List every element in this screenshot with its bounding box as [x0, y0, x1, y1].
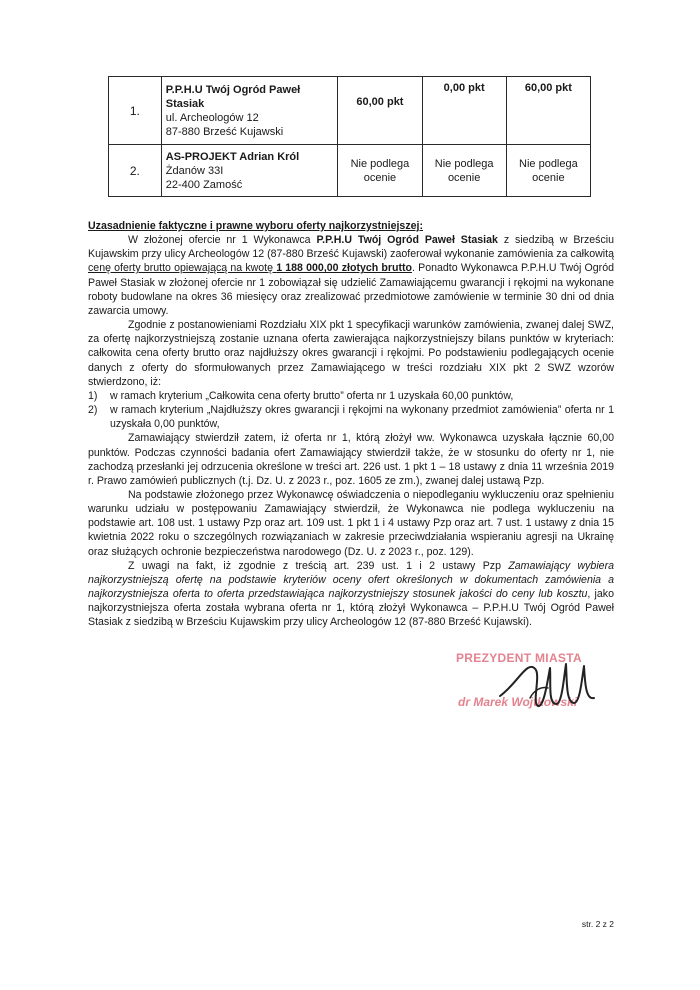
underlined-price — [88, 262, 412, 274]
list-item — [88, 403, 614, 431]
paragraph — [88, 559, 614, 630]
list-item — [88, 389, 614, 403]
text-run: W złożonej ofercie nr 1 Wykonawca — [128, 234, 317, 247]
justification-section — [88, 219, 614, 630]
table-row — [109, 77, 591, 145]
price-amount: 1 188 000,00 złotych brutto — [276, 262, 413, 275]
list-number: 2) — [88, 404, 98, 417]
stamp-name: dr Marek Wojtkowski — [458, 695, 578, 709]
offer-number: 1. — [109, 77, 162, 145]
text-run: . Ponadto Wykonawca P.P.H.U Twój Ogród Paweł Stasiak w złożonej ofercie nr 1 zobowiązał się udzielić Zamawiającemu gwarancji i rękojmi na wykonane roboty budowlane na okres 36 miesięcy oraz zrealizować przedmiotowe zamówienie w terminie 30 dni od dnia zawarcia umowy. — [88, 262, 614, 317]
firm-name: P.P.H.U Twój Ogród Paweł Stasiak — [316, 234, 498, 247]
firm-name-line: AS-PROJEKT Adrian Król — [165, 150, 300, 163]
offer-firm — [161, 77, 338, 145]
text-run: z siedzibą w Brześciu Kujawskim przy ulicy Archeologów 12 (87-880 Brześć Kujawski) zaoferował wykonanie zamówienia za całkowitą — [88, 234, 614, 261]
firm-address-city: 22-400 Zamość — [165, 178, 243, 191]
section-heading: Uzasadnienie faktyczne i prawne wyboru oferty najkorzystniejszej: — [88, 220, 423, 232]
firm-name-line: P.P.H.U Twój Ogród Paweł — [165, 83, 301, 96]
offer-firm — [161, 145, 338, 197]
stamp-title: PREZYDENT MIASTA — [456, 651, 582, 665]
offers-table — [108, 76, 591, 197]
firm-address-street: Żdanów 33I — [165, 164, 224, 177]
page-number: str. 2 z 2 — [581, 919, 614, 929]
offer-score-price: Nie podlega ocenie — [338, 145, 422, 197]
table-row — [109, 145, 591, 197]
italic-quote: Zamawiający wybiera najkorzystniejszą ofertę na podstawie kryteriów oceny ofert określonych w dokumentach zamówienia a najkorzystniejsza oferta to oferta przedstawiająca najkorzystniejszy stosunek jakości do ceny lub kosztu — [88, 559, 614, 601]
offer-number: 2. — [109, 145, 162, 197]
text-run: Z uwagi na fakt, iż zgodnie z treścią art. 239 ust. 1 i 2 ustawy Pzp — [128, 559, 509, 572]
offer-score-warranty: 0,00 pkt — [422, 77, 506, 145]
text-run: , jako najkorzystniejsza oferta została wybrana oferta nr 1, którą złożył Wykonawca – P.P.H.U Twój Ogród Paweł Stasiak z siedzibą w Brześciu Kujawskim przy ulicy Archeologów 12 (87-880 Brześć Kujawski). — [88, 588, 614, 629]
paragraph: Na podstawie złożonego przez Wykonawcę oświadczenia o niepodleganiu wykluczeniu oraz spełnieniu warunku udziału w postępowaniu Zamawiający stwierdził, że Wykonawca nie podlega wykluczeniu na podstawie art. 108 ust. 1 ustawy Pzp oraz art. 109 ust. 1 pkt 1 i 4 ustawy Pzp oraz art. 7 ust. 1 ustawy z dnia 15 kwietnia 2022 roku o szczególnych rozwiązaniach w zakresie przeciwdziałania wspieraniu agresji na Ukrainę oraz służących ochronie bezpieczeństwa narodowego (Dz. U. z 2023 r., poz. 129). — [88, 488, 614, 558]
offer-score-total: 60,00 pkt — [506, 77, 590, 145]
paragraph — [88, 233, 614, 318]
firm-name-line: Stasiak — [165, 97, 205, 110]
paragraph: Zamawiający stwierdził zatem, iż oferta nr 1, którą złożył ww. Wykonawca uzyskała łącznie 60,00 punktów. Podczas czynności badania ofert Zamawiający stwierdził także, że w stosunku do oferty nr 1, nie zachodzą przesłanki jej odrzucenia określone w treści art. 226 ust. 1 pkt 1 – 18 ustawy z dnia 11 września 2019 r. Prawo zamówień publicznych (t.j. Dz. U. z 2023 r., poz. 1605 ze zm.), zwanej dalej ustawą Pzp. — [88, 432, 614, 487]
list-number: 1) — [88, 389, 98, 402]
paragraph: Zgodnie z postanowieniami Rozdziału XIX pkt 1 specyfikacji warunków zamówienia, zwanej dalej SWZ, za ofertę najkorzystniejszą zostanie uznana oferta zawierająca najkorzystniejszy bilans punktów w kryteriach: całkowita cena oferty brutto oraz najdłuższy okres gwarancji i rękojmi. Po podstawieniu podlegających ocenie danych z oferty do sformułowanych przez Zamawiającego w treści rozdziału XIX pkt 2 SWZ wzorów stwierdzono, iż: — [88, 319, 614, 388]
offer-score-warranty: Nie podlega ocenie — [422, 145, 506, 197]
list-text: w ramach kryterium „Najdłuższy okres gwarancji i rękojmi na wykonany przedmiot zamówienia” oferta nr 1 uzyskała 0,00 punktów, — [110, 404, 614, 431]
offer-score-price: 60,00 pkt — [338, 77, 422, 145]
firm-address-city: 87-880 Brześć Kujawski — [165, 125, 284, 138]
firm-address-street: ul. Archeologów 12 — [165, 111, 259, 124]
offer-score-total: Nie podlega ocenie — [506, 145, 590, 197]
text-run: cenę oferty brutto opiewającą na kwotę — [88, 262, 277, 275]
list-text: w ramach kryterium „Całkowita cena oferty brutto” oferta nr 1 uzyskała 60,00 punktów, — [110, 389, 514, 402]
handwritten-signature — [488, 648, 608, 718]
